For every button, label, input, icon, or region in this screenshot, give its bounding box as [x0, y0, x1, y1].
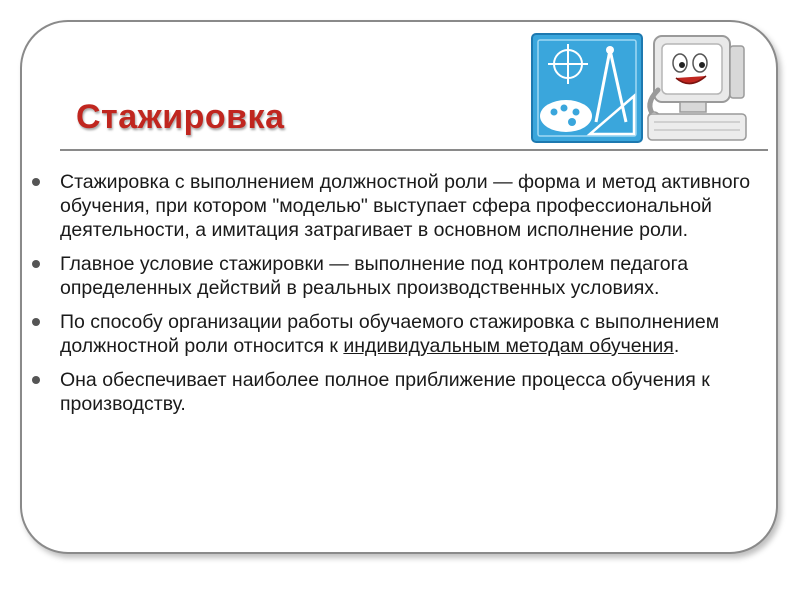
bullet-item — [32, 252, 762, 300]
bullet-text: Стажировка с выполнением должностной роли — форма и метод активного обучения, при котором "моделью" выступает сфера профессиональной деятельности, а имитация затрагивает в основном исполнение роли. — [60, 171, 751, 241]
bullet-item — [32, 368, 762, 416]
bullet-dot — [32, 260, 40, 268]
bullet-text: По способу организации работы обучаемого стажировка с выполнением должностной роли относится к — [60, 311, 720, 357]
bullet-dot — [32, 178, 40, 186]
bullet-dot — [32, 376, 40, 384]
bullet-item — [32, 170, 762, 242]
bullet-text-end: . — [673, 335, 680, 357]
bullet-dot — [32, 318, 40, 326]
bullet-item — [32, 310, 762, 358]
bullet-list — [32, 170, 762, 426]
title-divider — [60, 149, 768, 151]
methods-link-text: индивидуальным методам обучения — [343, 335, 674, 357]
slide-title: Стажировка — [76, 98, 285, 136]
design-tools-icon — [532, 34, 642, 142]
bullet-text: Главное условие стажировки — выполнение под контролем педагога определенных действий в реальных производственных условиях. — [60, 253, 689, 299]
bullet-text: Она обеспечивает наиболее полное приближение процесса обучения к производству. — [60, 369, 710, 415]
clipart — [530, 30, 750, 145]
cartoon-computer-icon — [648, 36, 746, 140]
